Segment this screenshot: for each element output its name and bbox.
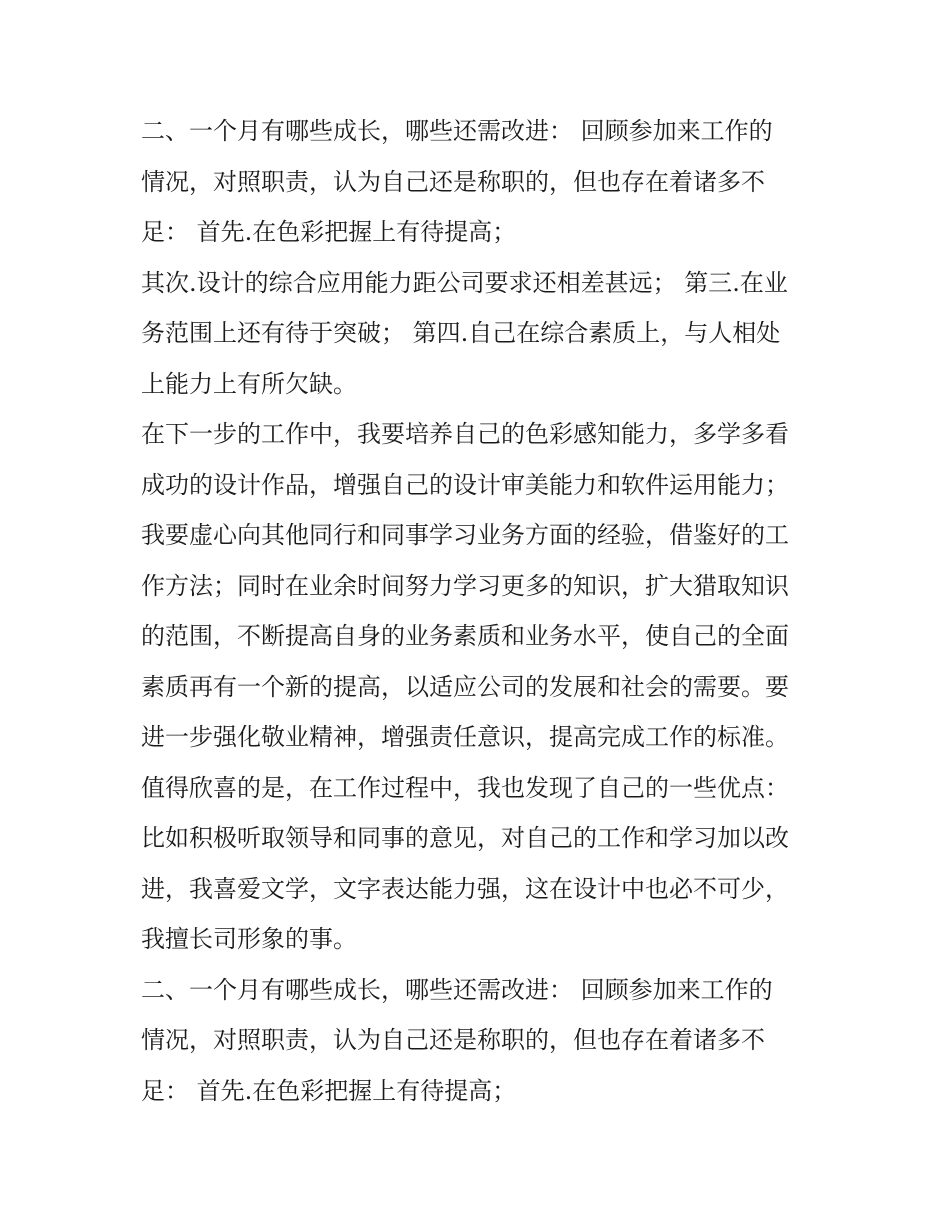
paragraph-growth-review: 二、一个月有哪些成长，哪些还需改进： 回顾参加来工作的 情况，对照职责，认为自己还是称职的，但也存在着诸多不 足： 首先.在色彩把握上有待提高；: [141, 117, 773, 246]
document-body: [141, 106, 813, 1116]
paragraph-growth-review-repeat: 二、一个月有哪些成长，哪些还需改进： 回顾参加来工作的 情况，对照职责，认为自己还是称职的，但也存在着诸多不 足： 首先.在色彩把握上有待提高；: [141, 975, 773, 1105]
paragraph-next-steps: 在下一步的工作中，我要培养自己的色彩感知能力，多学多看 成功的设计作品，增强自己的设计审美能力和软件运用能力； 我要虚心向其他同行和同事学习业务方面的经验，借鉴好的工 作方法；同时在业余时间努力学习更多的知识，扩大猎取知识 的范围，不断提高自身的业务素质和业务水平，使自己的全面 素质再有一个新的提高，以适应公司的发展和社会的需要。要 进一步强化敬业精神，增强责任意识，提高完成工作的标准。 值得欣喜的是，在工作过程中，我也发现了自己的一些优点： 比如积极听取领导和同事的意见，对自己的工作和学习加以改 进，我喜爱文学，文字表达能力强，这在设计中也必不可少， 我擅长司形象的事。: [141, 420, 789, 953]
paragraph-shortcomings: 其次.设计的综合应用能力距公司要求还相差甚远； 第三.在业 务范围上还有待于突破； 第四.自己在综合素质上，与人相处 上能力上有所欠缺。: [141, 268, 788, 398]
